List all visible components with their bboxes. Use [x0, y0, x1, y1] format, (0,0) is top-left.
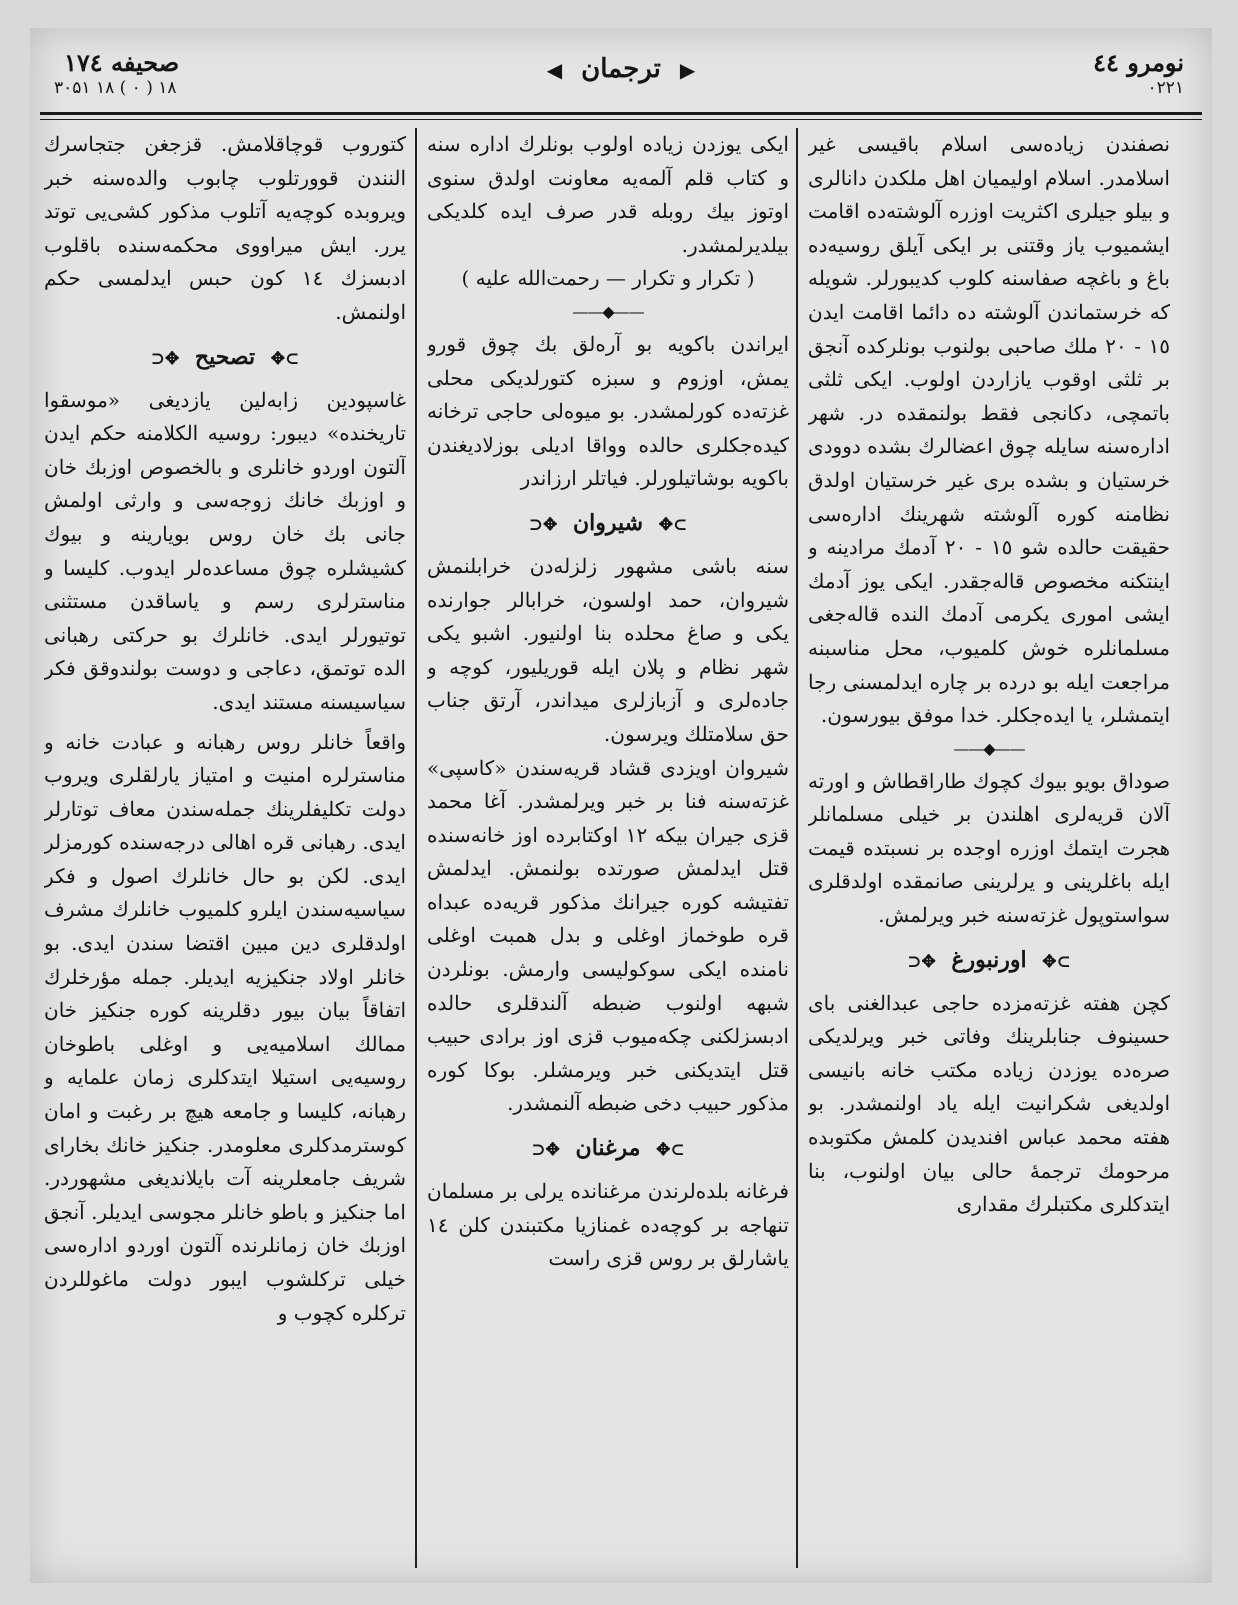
- section-heading-correction: [44, 340, 406, 376]
- section-heading-orenburg: [808, 943, 1170, 979]
- article-paragraph: غاسپودین زابه‌لین یازدیغی «موسقوا تاریخنده» دیبور: روسیه الکلامنه حکم ایدن آلتون اوردو خانلری و بالخصوص اوزبك خان و اوزبك خانك زوجه‌سی و وارثی اولمش جانی بك خان روس بویارینه و بیوك کشیشلره چوق مساعده‌لر ایدوب. کلیسا و مناسترلری رسم و یاساقدن مستثنی توتیورلر ایدی. خانلرك بو حرکتی رهبانی الده توتمق، دعاجی و دوست بولندوقق فکر سیاسیسنه مستند ایدی.: [44, 387, 406, 714]
- heading-ornament-left-icon: ✥⊂: [907, 951, 936, 972]
- heading-ornament-right-icon: ⊃✥: [270, 348, 300, 369]
- column-divider-left: [415, 128, 417, 1568]
- separator-ornament-icon: ——◆——: [572, 301, 644, 321]
- section-heading-text: اورنبورغ: [951, 946, 1027, 973]
- column-middle: [427, 128, 789, 1568]
- article-paragraph: شیروان اویزدی قشاد قریه‌سندن «کاسپی» غزته‌سنه فنا بر خبر ویرلمشدر. آغا محمد قزی جیران بیکه ١٢ اوکتابرده اوز خانه‌سنده قتل ایدلمش صورتده بولنمش. ایدلمش تفتیشه کوره جیرانك مذکور قریه‌ده عبداه قره طوخماز اوغلی و بدل همبت اوغلی نامنده ایکی سوکولیسی وارمش. بونلردن شبهه اولنوب ضبطه آلندقلری حالده ادبسزلکنی چکه‌میوب قزی اوز برادی حبیب قتل ایتدیکنی خبر ویرمشلر. بوکا کوره مذکور حبیب دخی ضبطه آلنمشدر.: [427, 755, 789, 1116]
- column-right: [808, 128, 1170, 1568]
- article-paragraph: نصفندن زیادەسی اسلام باقیسی غیر اسلامدر. اسلام اولیمیان اهل ملکدن دانالری و بیلو جیلری اکثریت اوزره آلوشتەده اقامت ایشمیوب یاز وقتنی بر ایکی آیلق روسیەده باغ و باغچه صفاسنه کلوب کدیبورلر. شویله که خرستماندن آلوشته ده دائما اقامت ایدن ١٥ - ٢٠ ملك صاحبی بولنوب بونلرکده آنجق بر ثلثی اوقوب یازاردن اولوب. ایکی ثلثی باتمچی، دکانجی فقط بولنمقده در. شهر اداره‌سنه سایله چوق اعضالرك بشده دوودی خرستیان و بشده بری غیر خرستیان اولدق نظامنه کوره آلوشته شهرینك اداره‌سی حقیقت حالده شو ١٥ - ٢٠ آدمك مرادینه و اینتکنه مخصوص قاله‌جقدر. ایکی یوز آدمك ایشی اموری یکرمی آدمك النده قاله‌جغی مسلمانلره خوش کلمیوب، محل مناسبنه مراجعت ایله بو درده بر چاره ایدلمسنی رجا ایتمشلر، یا ایده‌جکلر. خدا موفق بیورسون.: [808, 132, 1170, 728]
- newspaper-title: [30, 54, 1212, 84]
- header-rule-thin: [40, 119, 1202, 120]
- separator-ornament-icon: ——◆——: [953, 738, 1025, 758]
- article-paragraph: واقعاً خانلر روس رهبانه و عبادت خانه و مناسترلره امنیت و امتیاز یارلقلری ویروب دولت تکلیفلرینك جمله‌سندن معاف توتارلر ایدی. رهبانی قره اهالی درجه‌سنده کورمزلر ایدی. لکن بو حال خانلرك اصول و فکر سیاسیه‌سندن ایلرو کلمیوب خانلرك مشرف اولدقلری دین مبین اقتضا سندن ایدی. بو خانلر اولاد جنکیزیه ایدیلر. جمله مؤرخلرك اتفاقاً بیان بیور دقلرینه کوره جنکیز خان ممالك اسلامیه‌یی و اوغلی باطوخان روسیه‌یی استیلا ایتدکلری زمان علمایه و رهبانه، کلیسا و جامعه هیچ بر رغبت و امان کوسترمدکلری معلومدر. جنکیز خانك بخارای شریف جامعلرینه آت بایلاندیغی مشهوردر. اما جنکیز و باطو خانلر مجوسی ایدیلر. آنجق اوزبك خان زمانلرنده آلتون اوردو اداره‌سی خیلی ترکلشوب ایبور دولت ماغوللردن ترکلره کچوب و: [44, 729, 406, 1325]
- article-paragraph: ایراندن باکویه بو آره‌لق بك چوق قورو یمش، اوزوم و سبزه کتورلدیکی محلی غزته‌ده کورلمشدر. بو میوه‌لی حاجی ترخانه کیده‌جکلری حالده وواقا ادیلی بوزلادیغندن باکویه بوشاتیلورلر. فیاتلر ارزاندر: [427, 331, 789, 491]
- heading-ornament-right-icon: ⊃✥: [1042, 951, 1071, 972]
- heading-ornament-left-icon: ✥⊂: [531, 1140, 560, 1161]
- issue-subnumber: ۰۲۲۱: [1147, 78, 1184, 98]
- newspaper-page: [30, 28, 1212, 1583]
- heading-ornament-right-icon: ⊃✥: [658, 514, 688, 535]
- title-ornament-right-icon: ▶: [679, 58, 696, 82]
- article-paragraph: کچن هفته غزته‌مزده حاجی عبدالغنی بای حسینوف جنابلرینك وفاتی خبر ویرلدیکی صره‌ده یوزدن زیاده مکتب خانه بانیسی اولدیغی شکرانیت ایله یاد اولنمشدر. بو هفته محمد عباس افندیدن کلمش مکتوبده مرحومك ترجمهٔ حالی بیان اولنوب، بنا ایتدکلری مکتبلرك مقداری: [808, 990, 1170, 1217]
- column-left: [44, 128, 406, 1568]
- article-paragraph: صوداق بویو بیوك کچوك طاراقطاش و اورته آلان قریه‌لری اهلندن بر خیلی مسلمانلر هجرت ایتمك اوزره اوجده بر نسبتده قیمت ایله باغلرینی و یرلرینی صانمقده اولدقلری سواستوپول غزته‌سنه خبر ویرلمش.: [808, 768, 1170, 928]
- article-paragraph: سنه باشی مشهور زلزله‌دن خرابلنمش شیروان، حمد اولسون، خرابالر جوارنده یکی و صاغ محلده بنا اولنیور. اشبو یکی شهر نظام و پلان ایله قوریلیور، کوچه و جاده‌لری و آزبازلری میداندر، آرتق جناب حق سلامتلك ویرسون.: [427, 553, 789, 746]
- heading-ornament-left-icon: ✥⊂: [150, 348, 180, 369]
- newspaper-title-text: ترجمان: [581, 54, 661, 84]
- masthead: [30, 46, 1212, 106]
- heading-ornament-left-icon: ✥⊂: [528, 514, 558, 535]
- article-paragraph: ایکی یوزدن زیاده اولوب بونلرك اداره سنه و کتاب قلم آلمه‌یه معاونت اولدق سنوی اوتوز بیك روبله قدر صرف ایده کلدیکی بیلدیرلمشدر.: [427, 132, 789, 257]
- issue-date: ۱۸ ( ۰ ) ۱۸ ۳۰۵۱: [54, 78, 177, 98]
- section-heading-text: تصحیح: [194, 343, 256, 370]
- article-paragraph: فرغانه بلده‌لرندن مرغنانده یرلی بر مسلمان تنهاجه بر کوچه‌ده غمنازیا مکتبندن کلن ١٤ یاشارلق بر روس قزی راست: [427, 1179, 789, 1271]
- heading-ornament-right-icon: ⊃✥: [656, 1140, 685, 1161]
- column-divider-right: [796, 128, 798, 1568]
- page-number: صحیفه ١٧٤: [64, 48, 180, 77]
- section-heading-margilan: [427, 1131, 789, 1167]
- header-rule-thick: [40, 112, 1202, 115]
- issue-number: نومرو ٤٤: [1093, 48, 1184, 77]
- section-heading-text: مرغنان: [575, 1135, 641, 1162]
- section-heading-text: شیروان: [572, 509, 644, 536]
- article-closing-line: ( تکرار و تکرار — رحمت‌الله علیه ): [461, 266, 755, 291]
- article-paragraph: کتوروب قوچاقلامش. قزجغن جتجاسرك النندن قوورتلوب چابوب والده‌سنه خبر ویروبده کوچه‌یه آتلوب مذکور کشی‌یی توتد یرر. ایش میراووی محکمه‌سنده باقلوب ادبسزك ١٤ کون حبس ایدلمسی حکم اولنمش.: [44, 132, 406, 324]
- section-heading-shirvan: [427, 506, 789, 542]
- title-ornament-left-icon: ◀: [546, 58, 563, 82]
